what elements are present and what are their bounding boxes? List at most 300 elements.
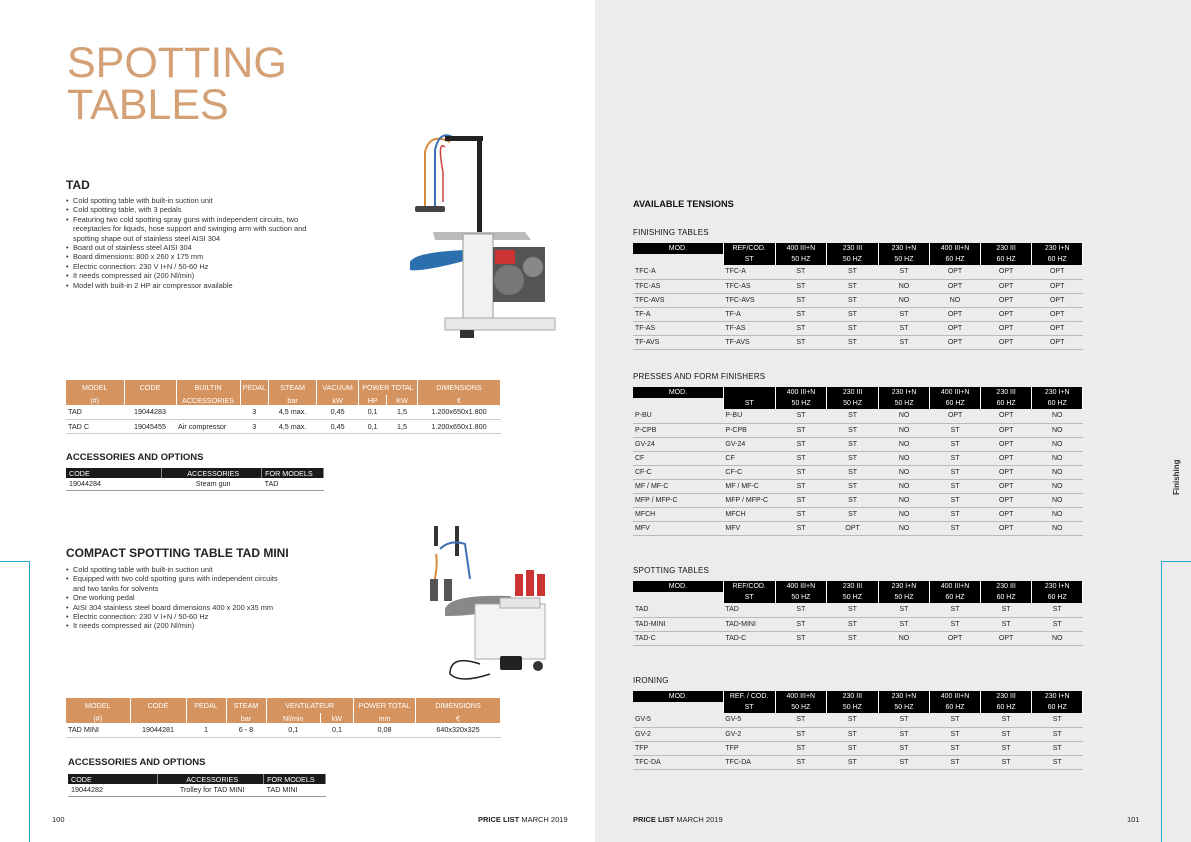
tension-col-subheader <box>633 398 723 409</box>
table-cell: OPT <box>980 465 1032 479</box>
table-cell: 1,5 <box>387 405 418 419</box>
table-cell: ST <box>878 265 930 279</box>
tad-spec-sub-4: bar <box>269 395 317 405</box>
tad-spec-h-power: POWER TOTAL <box>359 380 418 395</box>
table-cell: ST <box>930 494 981 508</box>
tension-col-subheader: ST <box>723 702 775 713</box>
feature-bullet: • Cold spotting table with built-in suction unit <box>66 565 278 574</box>
table-cell: ST <box>775 335 827 349</box>
right-footer-price: PRICE LIST <box>633 815 675 824</box>
table-cell: ST <box>775 321 827 335</box>
tension-header-row <box>633 691 1083 702</box>
left-footer-label <box>478 815 568 824</box>
table-cell: NO <box>878 508 930 522</box>
mini-spec-sub-6: mm <box>354 713 416 723</box>
table-cell: TF-AVS <box>633 335 723 349</box>
table-cell: TFP <box>633 741 723 755</box>
table-cell: TAD C <box>66 419 124 433</box>
table-cell: NO <box>930 293 981 307</box>
table-cell: NO <box>1032 522 1083 536</box>
table-cell: ST <box>930 479 981 493</box>
tension-col-header: 230 I+N <box>878 581 930 592</box>
table-cell: TAD-MINI <box>723 617 775 631</box>
table-cell: GV-24 <box>633 437 723 451</box>
table-row <box>633 437 1083 451</box>
tension-col-header: 230 I+N <box>878 387 930 398</box>
table-cell: ST <box>775 741 827 755</box>
table-cell: NO <box>878 465 930 479</box>
tension-col-header: 400 III+N <box>930 243 981 254</box>
table-cell: ST <box>827 727 879 741</box>
table-cell: ST <box>980 741 1032 755</box>
mini-spec-subheader-row <box>66 713 501 723</box>
table-cell: ST <box>827 423 879 437</box>
mini-spec-h-power: POWER TOTAL <box>354 698 416 713</box>
table-row <box>633 479 1083 493</box>
tension-subheader-row <box>633 592 1083 603</box>
table-cell: ST <box>827 741 879 755</box>
table-cell: 0,1 <box>359 419 387 433</box>
table-cell: 19045455 <box>124 419 176 433</box>
table-row <box>633 755 1083 769</box>
mini-acc-h-accessories: ACCESSORIES <box>158 774 264 784</box>
table-cell: OPT <box>930 335 981 349</box>
table-cell: OPT <box>980 508 1032 522</box>
table-cell: NO <box>1032 465 1083 479</box>
tension-col-subheader: 60 HZ <box>980 702 1032 713</box>
table-cell: ST <box>1032 713 1083 727</box>
table-cell: OPT <box>980 335 1032 349</box>
tad-spec-subheader-row <box>66 395 501 405</box>
table-cell: OPT <box>980 437 1032 451</box>
table-cell: ST <box>930 617 981 631</box>
table-cell: OPT <box>930 307 981 321</box>
feature-bullet: • Board dimensions: 800 x 260 x 175 mm <box>66 252 306 261</box>
tension-col-header: 230 III <box>827 581 879 592</box>
table-cell: OPT <box>980 522 1032 536</box>
left-footer-date: MARCH 2019 <box>519 815 568 824</box>
tension-col-header: 230 I+N <box>1032 581 1083 592</box>
table-cell: ST <box>878 603 930 617</box>
table-cell: ST <box>930 451 981 465</box>
table-cell: GV-5 <box>723 713 775 727</box>
table-cell: TFC-AS <box>633 279 723 293</box>
table-row <box>633 508 1083 522</box>
tension-col-subheader: 50 HZ <box>775 254 827 265</box>
tension-col-header: 400 III+N <box>930 581 981 592</box>
table-cell: ST <box>775 437 827 451</box>
page-title <box>67 39 287 129</box>
table-cell: ST <box>930 755 981 769</box>
tension-col-header: MOD. <box>633 387 723 398</box>
table-cell: ST <box>775 713 827 727</box>
tension-table <box>633 581 1083 646</box>
table-cell: ST <box>930 741 981 755</box>
table-cell: ST <box>775 755 827 769</box>
table-row <box>633 522 1083 536</box>
tension-col-subheader: ST <box>723 398 775 409</box>
table-cell: 19044282 <box>68 784 158 796</box>
tension-col-subheader <box>633 592 723 603</box>
tension-col-header: 230 III <box>980 387 1032 398</box>
tension-col-header: 230 I+N <box>1032 243 1083 254</box>
table-cell: TAD MINI <box>66 723 130 737</box>
table-cell: TAD <box>262 478 324 490</box>
table-cell: CF-C <box>633 465 723 479</box>
table-cell: 6 - 8 <box>226 723 266 737</box>
table-cell: OPT <box>980 279 1032 293</box>
table-row <box>633 265 1083 279</box>
tension-col-header: 230 III <box>827 387 879 398</box>
tension-subheader-row <box>633 398 1083 409</box>
table-cell: ST <box>827 603 879 617</box>
left-edge-line <box>0 561 30 562</box>
table-cell: NO <box>1032 494 1083 508</box>
table-cell: OPT <box>1032 321 1083 335</box>
table-cell: NO <box>1032 423 1083 437</box>
tension-header-row <box>633 581 1083 592</box>
tension-col-subheader: ST <box>723 592 775 603</box>
tad-acc-h-for-models: FOR MODELS <box>262 468 324 478</box>
tension-col-header: 400 III+N <box>775 387 827 398</box>
mini-heading: COMPACT SPOTTING TABLE TAD MINI <box>66 546 289 560</box>
tension-col-subheader: 50 HZ <box>775 702 827 713</box>
tension-col-subheader: 60 HZ <box>930 702 981 713</box>
table-cell: TFC-A <box>723 265 775 279</box>
table-cell: ST <box>1032 755 1083 769</box>
table-cell: NO <box>1032 437 1083 451</box>
tad-spec-sub-8: € <box>418 395 501 405</box>
table-cell: ST <box>827 713 879 727</box>
table-cell: TF-A <box>633 307 723 321</box>
table-cell: ST <box>775 603 827 617</box>
table-cell: 1 <box>186 723 226 737</box>
right-footer-label <box>633 815 723 824</box>
right-footer-date: MARCH 2019 <box>674 815 723 824</box>
feature-bullet: • Featuring two cold spotting spray guns with independent circuits, two <box>66 215 306 224</box>
tension-col-subheader: 50 HZ <box>827 398 879 409</box>
table-cell: TAD MINI <box>264 784 326 796</box>
mini-spec-h-dimensions: DIMENSIONS <box>416 698 501 713</box>
table-cell: TAD <box>66 405 124 419</box>
tad-spec-h-steam: STEAM <box>269 380 317 395</box>
table-row <box>633 713 1083 727</box>
table-cell: OPT <box>930 265 981 279</box>
table-cell: ST <box>827 617 879 631</box>
tension-col-subheader: 50 HZ <box>878 398 930 409</box>
table-cell: MF / MF-C <box>633 479 723 493</box>
tension-table <box>633 243 1083 350</box>
tension-table-title: IRONING <box>633 676 669 685</box>
tension-subheader-row <box>633 702 1083 713</box>
table-cell: OPT <box>930 279 981 293</box>
table-cell: ST <box>827 508 879 522</box>
table-cell: ST <box>827 335 879 349</box>
table-cell: OPT <box>827 522 879 536</box>
table-cell: OPT <box>980 265 1032 279</box>
table-cell: NO <box>1032 508 1083 522</box>
table-cell: MFP / MFP-C <box>723 494 775 508</box>
tension-col-subheader: 60 HZ <box>980 592 1032 603</box>
table-cell: ST <box>775 465 827 479</box>
tad-acc-body <box>66 478 324 490</box>
table-row <box>633 617 1083 631</box>
feature-bullet: • AISI 304 stainless steel board dimensions 400 x 200 x35 mm <box>66 603 278 612</box>
table-cell: MF / MF-C <box>723 479 775 493</box>
tension-col-subheader: 60 HZ <box>980 254 1032 265</box>
tad-spec-table <box>66 380 501 434</box>
table-cell: OPT <box>930 321 981 335</box>
table-cell: OPT <box>980 631 1032 645</box>
mini-spec-sub-1 <box>130 713 186 723</box>
mini-acc-h-for-models: FOR MODELS <box>264 774 326 784</box>
mini-accessories-table <box>68 774 326 797</box>
table-cell: ST <box>930 437 981 451</box>
mini-acc-h-code: CODE <box>68 774 158 784</box>
table-cell: ST <box>775 617 827 631</box>
tad-spec-h-dimensions: DIMENSIONS <box>418 380 501 395</box>
table-cell: ST <box>1032 617 1083 631</box>
table-cell: ST <box>878 321 930 335</box>
table-cell: 19044283 <box>124 405 176 419</box>
table-cell: ST <box>878 307 930 321</box>
table-cell: OPT <box>980 293 1032 307</box>
table-row <box>633 335 1083 349</box>
table-row <box>66 405 501 419</box>
table-cell: ST <box>827 265 879 279</box>
tension-col-subheader: 60 HZ <box>1032 254 1083 265</box>
table-cell: ST <box>980 727 1032 741</box>
table-cell: ST <box>878 741 930 755</box>
table-cell: MFP / MFP-C <box>633 494 723 508</box>
left-footer-price: PRICE LIST <box>478 815 520 824</box>
tension-col-header: 230 III <box>980 243 1032 254</box>
tad-spec-sub-6: HP <box>359 395 387 405</box>
table-cell: OPT <box>980 451 1032 465</box>
table-cell: NO <box>1032 479 1083 493</box>
mini-accessories-heading: ACCESSORIES AND OPTIONS <box>68 757 206 768</box>
tension-col-header: 230 I+N <box>878 243 930 254</box>
table-cell: NO <box>878 437 930 451</box>
table-cell: OPT <box>930 631 981 645</box>
tad-spec-header-row <box>66 380 501 395</box>
tension-col-subheader: ST <box>723 254 775 265</box>
tension-col-header: 230 I+N <box>1032 691 1083 702</box>
table-row <box>68 784 326 796</box>
tension-col-header: 400 III+N <box>775 691 827 702</box>
table-cell: P-BU <box>723 409 775 423</box>
table-cell: ST <box>775 279 827 293</box>
feature-bullet: • Board out of stainless steel AISI 304 <box>66 243 306 252</box>
tension-col-header: 230 III <box>980 581 1032 592</box>
table-cell: ST <box>827 631 879 645</box>
table-cell: ST <box>930 603 981 617</box>
table-cell: OPT <box>980 307 1032 321</box>
tension-col-header: REF/COD. <box>723 581 775 592</box>
table-cell: ST <box>827 465 879 479</box>
table-cell: ST <box>775 423 827 437</box>
table-cell: ST <box>775 479 827 493</box>
table-cell: NO <box>878 293 930 307</box>
table-row <box>633 727 1083 741</box>
tad-heading: TAD <box>66 178 90 192</box>
table-cell: ST <box>1032 727 1083 741</box>
tad-feature-list <box>66 196 306 290</box>
table-cell: MFCH <box>633 508 723 522</box>
tad-spec-h-builtin: BUILTIN <box>176 380 240 395</box>
table-cell: Trolley for TAD MINI <box>158 784 264 796</box>
table-cell: 3 <box>240 419 269 433</box>
table-cell: ST <box>827 409 879 423</box>
table-cell: ST <box>827 279 879 293</box>
tad-spec-sub-3 <box>240 395 269 405</box>
table-cell: ST <box>775 265 827 279</box>
table-row <box>633 423 1083 437</box>
mini-feature-list <box>66 565 278 631</box>
table-cell: ST <box>980 617 1032 631</box>
table-row <box>633 603 1083 617</box>
table-cell: OPT <box>980 409 1032 423</box>
tension-col-subheader: 60 HZ <box>980 398 1032 409</box>
tension-table-title: FINISHING TABLES <box>633 228 709 237</box>
tad-spec-h-vacuum: VACUUM <box>317 380 359 395</box>
table-cell: OPT <box>980 494 1032 508</box>
tension-col-subheader: 50 HZ <box>827 592 879 603</box>
table-row <box>66 419 501 433</box>
mini-spec-h-ventilateur: VENTILATEUR <box>266 698 354 713</box>
table-cell: OPT <box>1032 265 1083 279</box>
mini-machine-image <box>420 524 560 684</box>
table-cell: 0,1 <box>320 723 353 737</box>
table-cell: ST <box>930 465 981 479</box>
table-cell: TF-AS <box>723 321 775 335</box>
tension-table-title: PRESSES AND FORM FINISHERS <box>633 372 766 381</box>
tension-col-subheader: 60 HZ <box>1032 592 1083 603</box>
table-cell: TFC-DA <box>633 755 723 769</box>
table-cell: ST <box>878 713 930 727</box>
table-cell: ST <box>930 713 981 727</box>
table-cell: ST <box>775 451 827 465</box>
table-row <box>66 478 324 490</box>
table-cell: 19044281 <box>130 723 186 737</box>
mini-acc-header-row <box>68 774 326 784</box>
table-cell: TAD <box>723 603 775 617</box>
tension-header-row <box>633 243 1083 254</box>
table-cell: ST <box>775 631 827 645</box>
tension-col-header: 230 III <box>827 691 879 702</box>
table-cell: ST <box>827 451 879 465</box>
table-cell: TFC-AS <box>723 279 775 293</box>
table-cell: TFP <box>723 741 775 755</box>
tad-spec-sub-2: ACCESSORIES <box>176 395 240 405</box>
table-cell: ST <box>980 603 1032 617</box>
tad-accessories-heading: ACCESSORIES AND OPTIONS <box>66 452 204 463</box>
table-cell: ST <box>1032 603 1083 617</box>
table-cell: ST <box>827 307 879 321</box>
table-cell: ST <box>827 293 879 307</box>
table-cell: TAD-C <box>633 631 723 645</box>
table-cell: ST <box>930 727 981 741</box>
table-cell: TF-AS <box>633 321 723 335</box>
table-cell: ST <box>1032 741 1083 755</box>
mini-spec-header-row <box>66 698 501 713</box>
table-row <box>633 321 1083 335</box>
tad-spec-sub-7: KW <box>387 395 418 405</box>
tension-col-header: 230 I+N <box>1032 387 1083 398</box>
table-cell: NO <box>1032 409 1083 423</box>
mini-spec-sub-7: € <box>416 713 501 723</box>
table-cell: 4,5 max. <box>269 419 317 433</box>
tension-col-header: 230 III <box>980 691 1032 702</box>
table-row <box>633 307 1083 321</box>
tension-col-header: 230 I+N <box>878 691 930 702</box>
table-cell: ST <box>775 727 827 741</box>
tension-col-subheader: 50 HZ <box>775 592 827 603</box>
table-cell: CF <box>723 451 775 465</box>
table-cell: 1.200x650x1.800 <box>418 419 501 433</box>
table-cell: NO <box>878 423 930 437</box>
table-cell: TFC-DA <box>723 755 775 769</box>
tension-table-title: SPOTTING TABLES <box>633 566 710 575</box>
table-cell: ST <box>775 409 827 423</box>
tad-spec-body <box>66 405 501 433</box>
tension-col-header: MOD. <box>633 243 723 254</box>
table-cell: NO <box>878 279 930 293</box>
table-row <box>633 465 1083 479</box>
tension-col-header: 400 III+N <box>775 243 827 254</box>
table-cell: ST <box>980 713 1032 727</box>
table-cell: NO <box>1032 451 1083 465</box>
tad-spec-h-model: MODEL <box>66 380 124 395</box>
tension-col-subheader: 60 HZ <box>930 398 981 409</box>
tension-col-header: MOD. <box>633 691 723 702</box>
table-cell: TAD <box>633 603 723 617</box>
table-cell: TFC-AVS <box>633 293 723 307</box>
tension-header-row <box>633 387 1083 398</box>
mini-spec-h-pedal: PEDAL <box>186 698 226 713</box>
tension-col-subheader: 60 HZ <box>1032 702 1083 713</box>
table-cell <box>176 405 240 419</box>
tension-col-header: MOD. <box>633 581 723 592</box>
tension-col-subheader <box>633 702 723 713</box>
tad-spec-sub-1 <box>124 395 176 405</box>
table-cell: 1.200x650x1.800 <box>418 405 501 419</box>
tension-col-header: 400 III+N <box>930 387 981 398</box>
table-cell: ST <box>878 755 930 769</box>
mini-spec-table <box>66 698 501 738</box>
tension-table <box>633 691 1083 770</box>
table-cell: CF <box>633 451 723 465</box>
table-cell: ST <box>827 437 879 451</box>
tension-col-header: REF/COD. <box>723 243 775 254</box>
table-cell: NO <box>878 479 930 493</box>
feature-bullet: and two tanks for solvents <box>73 583 159 593</box>
tad-acc-header-row <box>66 468 324 478</box>
tension-col-header <box>723 387 775 398</box>
tension-col-subheader: 50 HZ <box>775 398 827 409</box>
tad-spec-h-pedal: PEDAL <box>240 380 269 395</box>
table-row <box>633 631 1083 645</box>
tension-col-subheader: 50 HZ <box>878 702 930 713</box>
table-cell: ST <box>930 423 981 437</box>
tension-col-subheader: 50 HZ <box>827 254 879 265</box>
tension-col-header: REF. / COD. <box>723 691 775 702</box>
table-cell: NO <box>878 494 930 508</box>
table-cell: GV-2 <box>723 727 775 741</box>
mini-spec-h-steam: STEAM <box>226 698 266 713</box>
table-cell: P-BU <box>633 409 723 423</box>
table-cell: ST <box>827 479 879 493</box>
